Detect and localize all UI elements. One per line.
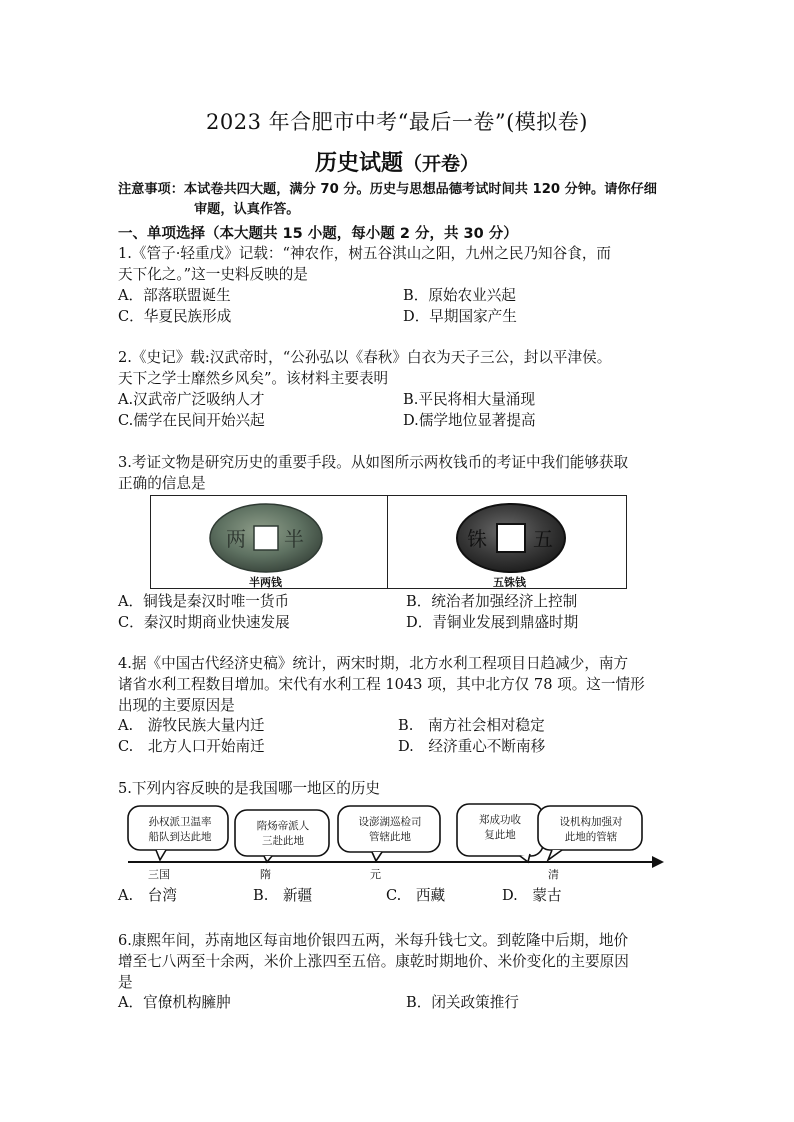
question-3-line-1: 3.考证文物是研究历史的重要手段。从如图所示两枚钱币的考证中我们能够获取 xyxy=(118,454,629,471)
era-three-kingdoms: 三国 xyxy=(148,868,170,881)
q4-option-b[interactable]: B. 南方社会相对稳定 xyxy=(398,717,545,734)
q5-option-b[interactable]: B. 新疆 xyxy=(253,887,313,904)
bubble-4-line-1: 郑成功收 xyxy=(479,814,521,826)
question-3 xyxy=(118,452,678,494)
wu-zhu-coin-icon xyxy=(451,502,571,574)
bubble-2-line-2: 三赴此地 xyxy=(262,835,304,847)
history-timeline xyxy=(120,800,665,880)
bubble-5-line-2: 此地的管辖 xyxy=(564,831,618,843)
bubble-2-text xyxy=(238,818,328,848)
exam-notice xyxy=(118,180,688,220)
era-yuan: 元 xyxy=(370,868,381,881)
question-2-line-2: 天下之学士靡然乡风矣”。该材料主要表明 xyxy=(118,370,389,387)
bubble-4-line-2: 复此地 xyxy=(484,829,516,841)
question-6-options xyxy=(118,992,678,1014)
q5-option-c[interactable]: C. 西藏 xyxy=(386,887,446,904)
question-6-line-1: 6.康熙年间，苏南地区每亩地价银四五两，米每升钱七文。到乾隆中后期，地价 xyxy=(118,932,629,949)
ban-liang-coin-icon xyxy=(206,502,326,574)
q4-option-d[interactable]: D. 经济重心不断南移 xyxy=(398,738,546,755)
timeline-arrow-icon xyxy=(652,856,664,868)
question-5-options xyxy=(118,885,678,907)
exam-subtitle xyxy=(0,146,794,177)
era-sui: 隋 xyxy=(260,868,271,881)
q4-option-a[interactable]: A. 游牧民族大量内迁 xyxy=(118,717,265,734)
question-2 xyxy=(118,347,678,389)
bubble-5-text xyxy=(542,814,640,844)
q1-option-b[interactable]: B．原始农业兴起 xyxy=(403,287,516,304)
coins-figure xyxy=(150,495,627,589)
q2-option-d[interactable]: D.儒学地位显著提高 xyxy=(403,412,536,429)
q3-option-a[interactable]: A．铜钱是秦汉时唯一货币 xyxy=(118,593,290,610)
svg-text:铢: 铢 xyxy=(467,527,487,551)
svg-text:五: 五 xyxy=(533,527,553,551)
bubble-4-text xyxy=(460,812,540,842)
question-3-options xyxy=(118,591,678,633)
q3-option-c[interactable]: C．秦汉时期商业快速发展 xyxy=(118,614,290,631)
section-heading: 一、单项选择（本大题共 15 小题，每小题 2 分，共 30 分） xyxy=(118,226,518,242)
era-qing: 清 xyxy=(548,868,559,881)
question-5-line-1: 5.下列内容反映的是我国哪一地区的历史 xyxy=(118,780,381,797)
q5-option-a[interactable]: A. 台湾 xyxy=(118,887,177,904)
question-4 xyxy=(118,653,678,716)
q3-option-b[interactable]: B．统治者加强经济上控制 xyxy=(406,593,578,610)
q1-option-c[interactable]: C．华夏民族形成 xyxy=(118,308,232,325)
question-4-line-3: 出现的主要原因是 xyxy=(118,697,235,714)
question-6-line-2: 增至七八两至十余两，米价上涨四至五倍。康乾时期地价、米价变化的主要原因 xyxy=(118,953,629,970)
notice-line-2: 审题，认真作答。 xyxy=(194,202,300,217)
exam-title: 2023 年合肥市中考“最后一卷”(模拟卷) xyxy=(206,110,588,134)
q2-option-a[interactable]: A.汉武帝广泛吸纳人才 xyxy=(118,391,265,408)
svg-text:两: 两 xyxy=(226,527,246,551)
wu-zhu-label: 五铢钱 xyxy=(493,576,526,589)
open-book-note: （开卷） xyxy=(403,153,480,175)
question-1 xyxy=(118,243,678,285)
question-2-options xyxy=(118,389,678,431)
question-5 xyxy=(118,778,678,799)
q1-option-d[interactable]: D．早期国家产生 xyxy=(403,308,517,325)
bubble-1-line-2: 船队到达此地 xyxy=(148,831,212,843)
bubble-2-line-1: 隋炀帝派人 xyxy=(256,820,310,832)
q6-option-b[interactable]: B．闭关政策推行 xyxy=(406,994,519,1011)
question-6 xyxy=(118,930,678,993)
bubble-5-line-1: 设机构加强对 xyxy=(559,816,623,828)
q1-option-a[interactable]: A．部落联盟诞生 xyxy=(118,287,231,304)
bubble-3-line-2: 管辖此地 xyxy=(369,831,411,843)
question-1-line-2: 天下化之。”这一史料反映的是 xyxy=(118,266,308,283)
svg-text:半: 半 xyxy=(284,527,304,551)
question-4-line-1: 4.据《中国古代经济史稿》统计，两宋时期，北方水利工程项目日趋减少，南方 xyxy=(118,655,629,672)
subject-title: 历史试题 xyxy=(314,151,403,176)
q6-option-a[interactable]: A．官僚机构臃肿 xyxy=(118,994,231,1011)
q2-option-c[interactable]: C.儒学在民间开始兴起 xyxy=(118,412,265,429)
bubble-3-line-1: 设澎湖巡检司 xyxy=(358,816,422,828)
q4-option-c[interactable]: C. 北方人口开始南迁 xyxy=(118,738,265,755)
bubble-1-text xyxy=(134,814,226,844)
question-4-options xyxy=(118,715,678,757)
question-4-line-2: 诸省水利工程数目增加。宋代有水利工程 1043 项，其中北方仅 78 项。这一情形 xyxy=(118,676,645,693)
q2-option-b[interactable]: B.平民将相大量涌现 xyxy=(403,391,536,408)
question-1-line-1: 1.《管子·轻重戊》记载：“神农作，树五谷淇山之阳，九州之民乃知谷食，而 xyxy=(118,245,612,262)
bubble-1-line-1: 孙权派卫温率 xyxy=(148,816,212,828)
q3-option-d[interactable]: D．青铜业发展到鼎盛时期 xyxy=(406,614,579,631)
question-3-line-2: 正确的信息是 xyxy=(118,475,206,492)
question-2-line-1: 2.《史记》载:汉武帝时，“公孙弘以《春秋》白衣为天子三公，封以平津侯。 xyxy=(118,349,612,366)
q5-option-d[interactable]: D. 蒙古 xyxy=(502,887,562,904)
question-6-line-3: 是 xyxy=(118,974,133,991)
ban-liang-label: 半两钱 xyxy=(249,576,282,589)
figure-divider xyxy=(387,496,388,588)
bubble-3-text xyxy=(342,814,438,844)
question-1-options xyxy=(118,285,678,327)
notice-line-1: 注意事项：本试卷共四大题，满分 70 分。历史与思想品德考试时间共 120 分钟。请你仔细 xyxy=(118,182,657,197)
